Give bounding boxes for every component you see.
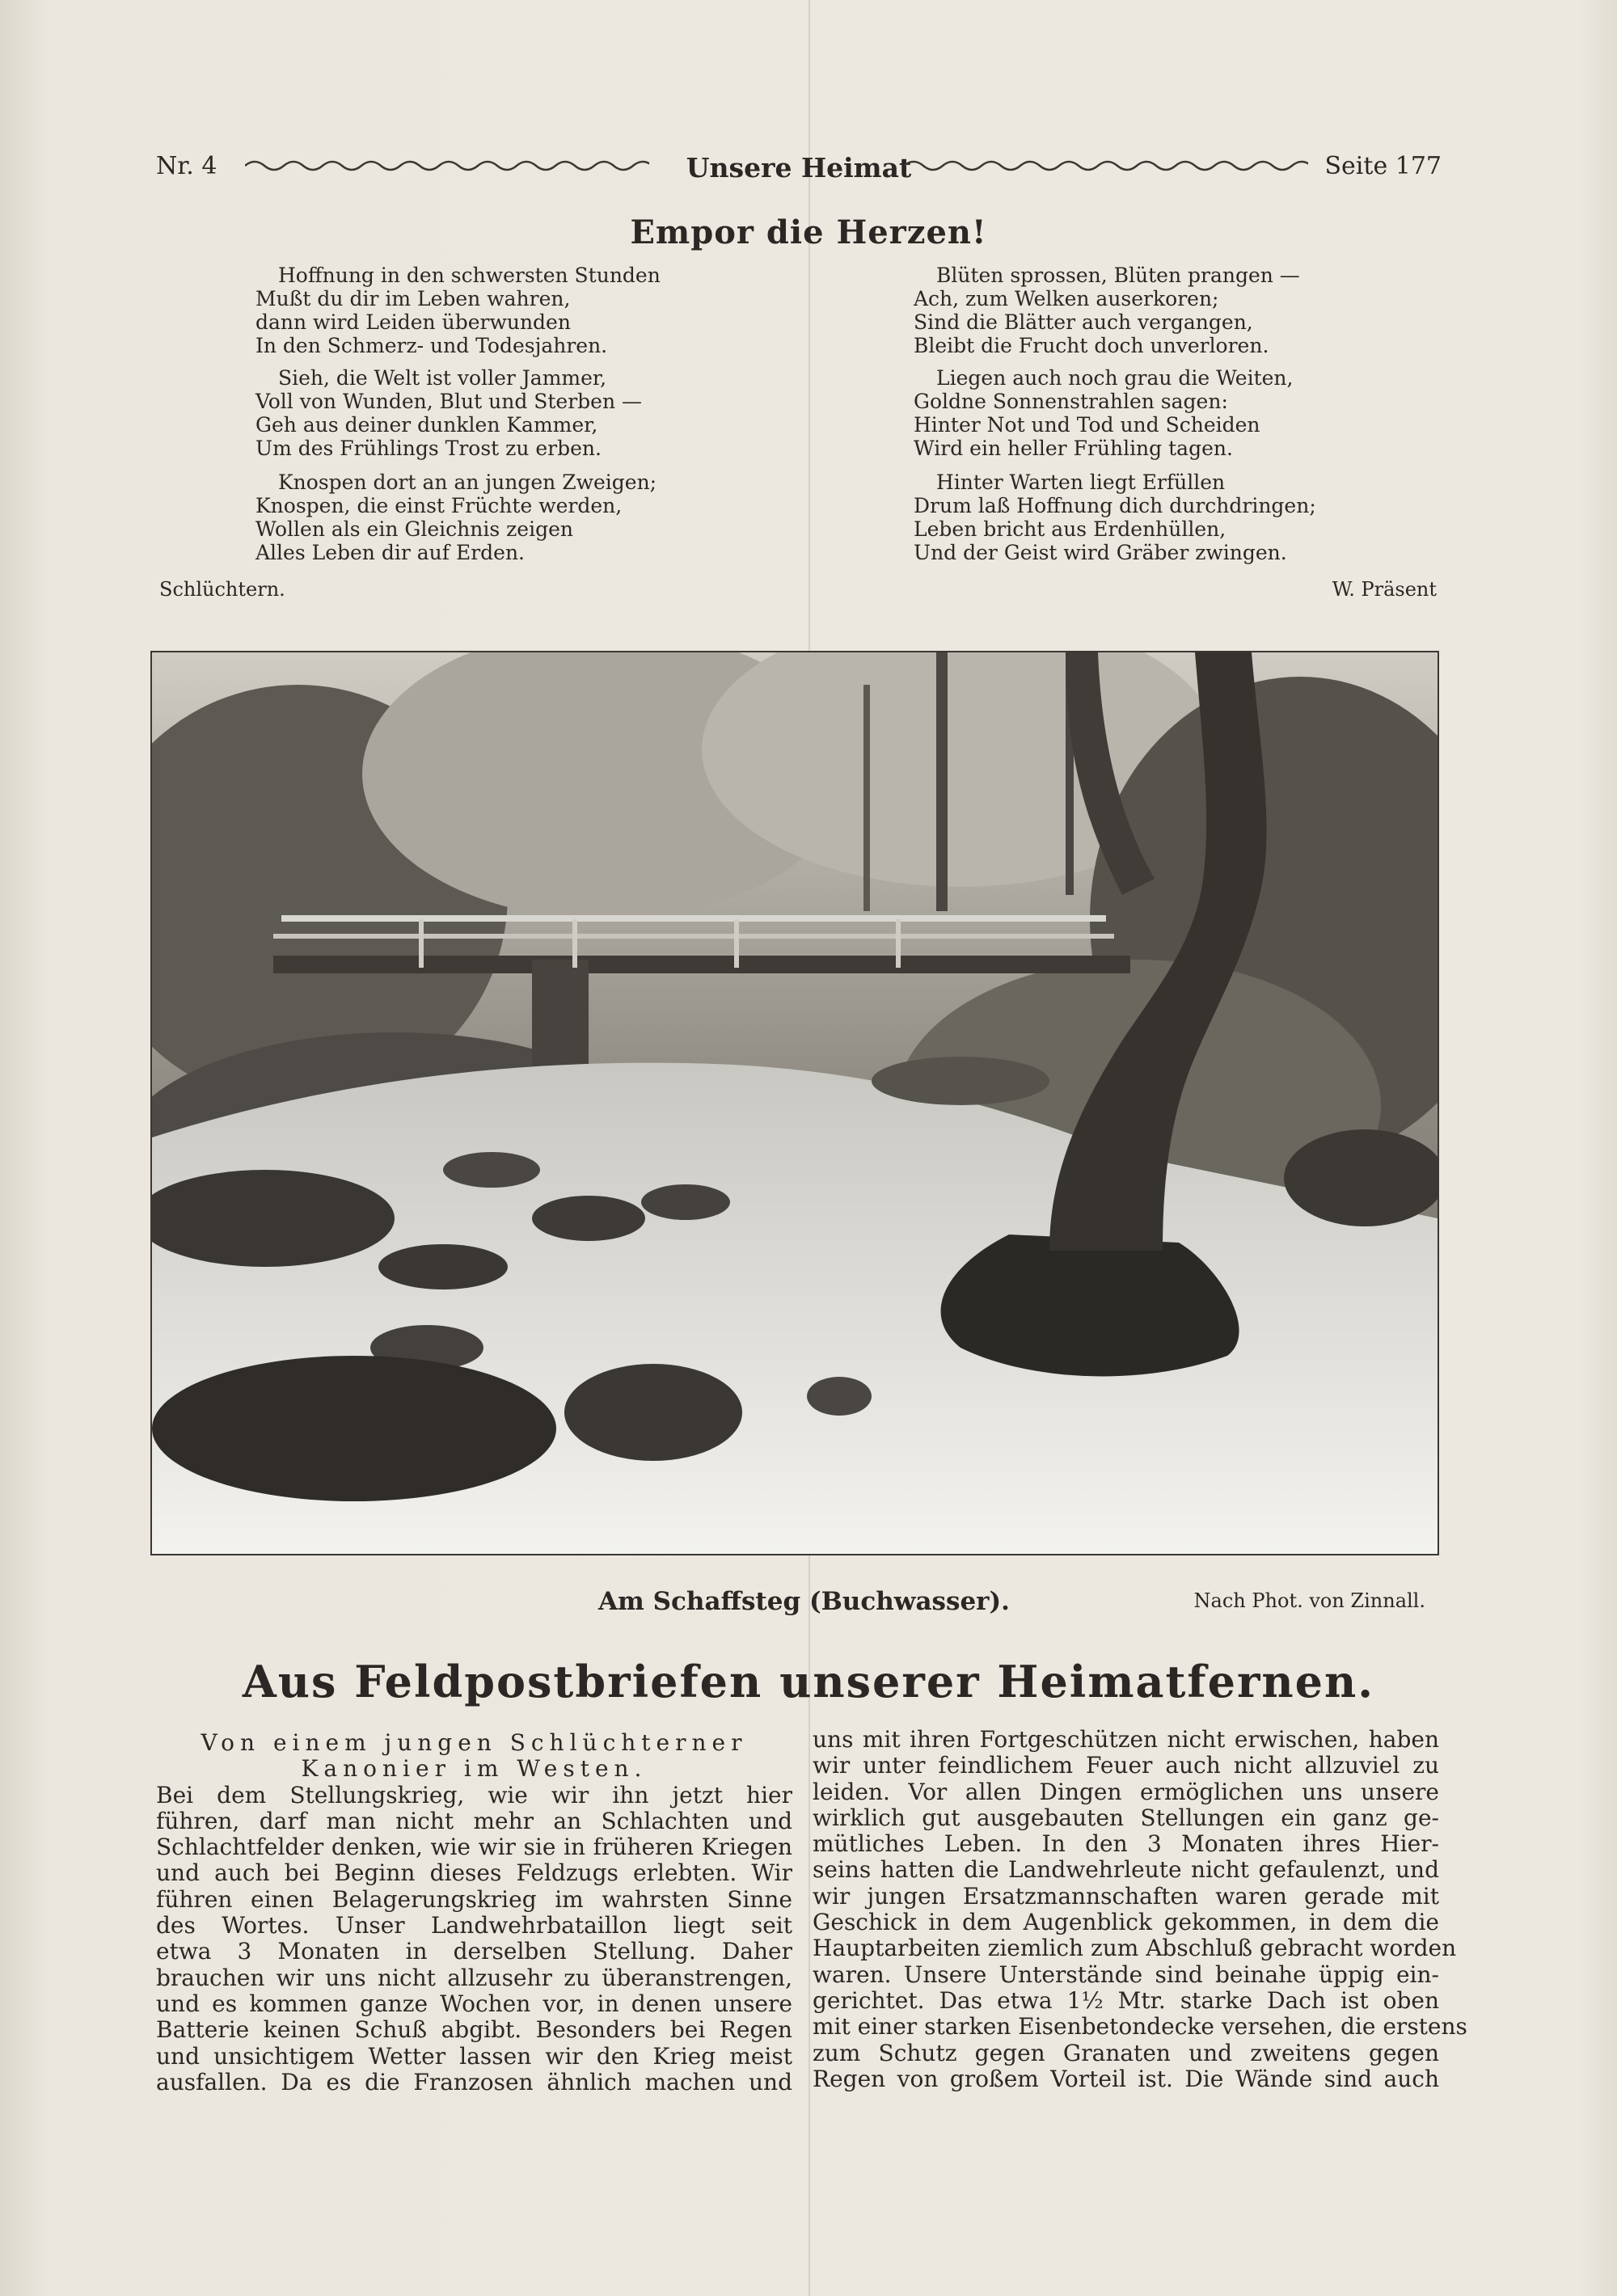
text-line: des Wortes. Unser Landwehrbataillon liegt seit — [156, 1912, 792, 1939]
text-line: mit einer starken Eisenbetondecke versehen, die erstens — [813, 2013, 1467, 2041]
poem-line: Knospen, die einst Früchte werden, — [255, 494, 623, 517]
poem-line: Ach, zum Welken auserkoren; — [914, 287, 1219, 310]
text-line: Bei dem Stellungskrieg, wie wir ihn jetzt hier — [156, 1781, 792, 1809]
text-line: und unsichtigem Wetter lassen wir den Krieg meist — [156, 2042, 792, 2070]
poem-line: Sieh, die Welt ist voller Jammer, — [278, 366, 607, 390]
text-line: wir unter feindlichem Feuer auch nicht allzuviel zu — [813, 1752, 1439, 1779]
poem-line: Leben bricht aus Erdenhüllen, — [914, 517, 1226, 541]
text-line: führen einen Belagerungskrieg im wahrsten Sinne — [156, 1885, 792, 1913]
text-line: mütliches Leben. In den 3 Monaten ihres Hier- — [813, 1830, 1439, 1858]
poem-place: Schlüchtern. — [159, 578, 285, 601]
poem-line: Knospen dort an an jungen Zweigen; — [278, 471, 657, 494]
poem-line: In den Schmerz- und Todesjahren. — [255, 334, 608, 357]
text-line: etwa 3 Monaten in derselben Stellung. Daher — [156, 1938, 792, 1965]
poem-line: Und der Geist wird Gräber zwingen. — [914, 541, 1287, 564]
text-line: ausfallen. Da es die Franzosen ähnlich machen und — [156, 2068, 792, 2096]
photo-illustration — [152, 652, 1438, 1554]
photo-caption: Am Schaffsteg (Buchwasser). — [598, 1587, 1010, 1616]
text-line: brauchen wir uns nicht allzusehr zu überanstrengen, — [156, 1964, 792, 1991]
article-subtitle: Von einem jungen Schlüchterner — [201, 1729, 748, 1756]
text-line: zum Schutz gegen Granaten und zweitens gegen — [813, 2039, 1439, 2066]
poem-line: Hinter Not und Tod und Scheiden — [914, 413, 1260, 437]
poem-line: Geh aus deiner dunklen Kammer, — [255, 413, 598, 437]
issue-number: Nr. 4 — [156, 152, 217, 180]
photo-credit: Nach Phot. von Zinnall. — [1193, 1589, 1425, 1612]
page-number: Seite 177 — [1324, 152, 1442, 180]
article-title: Aus Feldpostbriefen unserer Heimatfernen. — [242, 1656, 1375, 1707]
stream-photograph — [150, 651, 1439, 1555]
article-column-right — [813, 1726, 1467, 2092]
text-line: und auch bei Beginn dieses Feldzugs erlebten. Wir — [156, 1859, 792, 1887]
header-ornament-right-icon — [904, 157, 1308, 175]
text-line: seins hatten die Landwehrleute nicht gefaulenzt, und — [813, 1856, 1439, 1884]
text-line: leiden. Vor allen Dingen ermöglichen uns unsere — [813, 1778, 1439, 1805]
poem-stanza — [255, 471, 657, 564]
poem-author: W. Präsent — [1332, 578, 1437, 601]
poem-line: Mußt du dir im Leben wahren, — [255, 287, 571, 310]
poem-line: Goldne Sonnenstrahlen sagen: — [914, 390, 1228, 413]
poem-line: Wollen als ein Gleichnis zeigen — [255, 517, 573, 541]
poem-line: Voll von Wunden, Blut und Sterben — — [255, 390, 643, 413]
poem-title: Empor die Herzen! — [630, 213, 987, 251]
text-line: uns mit ihren Fortgeschützen nicht erwischen, haben — [813, 1726, 1439, 1753]
poem-stanza — [255, 366, 642, 460]
text-line: gerichtet. Das etwa 1½ Mtr. starke Dach ist oben — [813, 1986, 1439, 2014]
poem-stanza — [255, 264, 661, 357]
poem-line: Hoffnung in den schwersten Stunden — [278, 264, 661, 287]
poem-line: Blüten sprossen, Blüten prangen — — [936, 264, 1300, 287]
article-subtitle: Kanonier im Westen. — [301, 1755, 648, 1783]
page-header — [156, 152, 1442, 184]
poem-line: Liegen auch noch grau die Weiten, — [936, 366, 1294, 390]
text-line: waren. Unsere Unterstände sind beinahe üppig ein- — [813, 1960, 1439, 1988]
poem-stanza — [914, 366, 1293, 460]
article-column-left — [156, 1730, 792, 2096]
text-line: Hauptarbeiten ziemlich zum Abschluß gebracht worden — [813, 1935, 1457, 1962]
text-line: führen, darf man nicht mehr an Schlachten und — [156, 1807, 792, 1834]
poem-line: Sind die Blätter auch vergangen, — [914, 310, 1253, 334]
poem-stanza — [914, 471, 1316, 564]
text-line: Schlachtfelder denken, wie wir sie in früheren Kriegen — [156, 1834, 792, 1861]
poem-line: Bleibt die Frucht doch unverloren. — [914, 334, 1269, 357]
poem-line: Hinter Warten liegt Erfüllen — [936, 471, 1226, 494]
text-line: Batterie keinen Schuß abgibt. Besonders bei Regen — [156, 2016, 792, 2044]
poem-stanza — [914, 264, 1300, 357]
poem-line: dann wird Leiden überwunden — [255, 310, 571, 334]
text-line: Regen von großem Vorteil ist. Die Wände sind auch — [813, 2065, 1439, 2092]
text-line: wirklich gut ausgebauten Stellungen ein ganz ge- — [813, 1804, 1439, 1831]
journal-title: Unsere Heimat — [686, 152, 912, 184]
text-line: wir jungen Ersatzmannschaften waren gerade mit — [813, 1882, 1439, 1910]
text-line: und es kommen ganze Wochen vor, in denen unsere — [156, 1990, 792, 2017]
poem-line: Um des Frühlings Trost zu erben. — [255, 437, 602, 460]
poem-line: Drum laß Hoffnung dich durchdringen; — [914, 494, 1316, 517]
poem-line: Wird ein heller Frühling tagen. — [914, 437, 1233, 460]
poem-line: Alles Leben dir auf Erden. — [255, 541, 526, 564]
text-line: Geschick in dem Augenblick gekommen, in dem die — [813, 1909, 1439, 1936]
